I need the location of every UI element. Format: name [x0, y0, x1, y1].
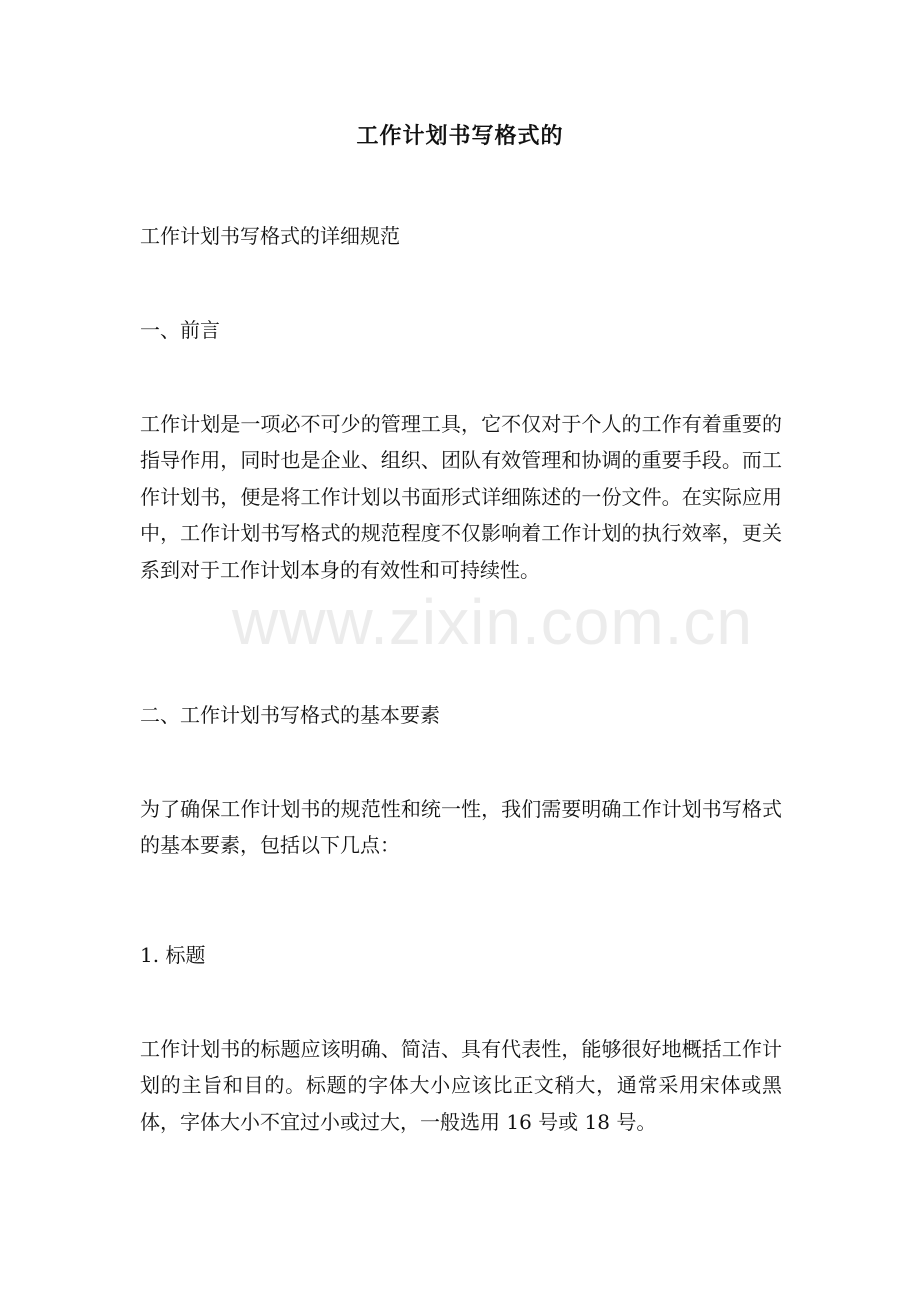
document-subtitle: 工作计划书写格式的详细规范 — [140, 224, 400, 248]
section-heading-preface: 一、前言 — [140, 318, 220, 342]
section-heading-basic-elements: 二、工作计划书写格式的基本要素 — [140, 703, 440, 727]
paragraph-title-rules: 工作计划书的标题应该明确、简洁、具有代表性，能够很好地概括工作计划的主旨和目的。标题的字体大小应该比正文稍大，通常采用宋体或黑体，字体大小不宜过小或过大，一般选用 16 号或 18 号。 — [140, 1037, 782, 1134]
paragraph-preface: 工作计划是一项必不可少的管理工具，它不仅对于个人的工作有着重要的指导作用，同时也是企业、组织、团队有效管理和协调的重要手段。而工作计划书，便是将工作计划以书面形式详细陈述的一份文件。在实际应用中，工作计划书写格式的规范程度不仅影响着工作计划的执行效率，更关系到对于工作计划本身的有效性和可持续性。 — [140, 412, 782, 582]
watermark: www.zixin.com.cn — [232, 586, 753, 658]
paragraph-basic-elements: 为了确保工作计划书的规范性和统一性，我们需要明确工作计划书写格式的基本要素，包括以下几点： — [140, 797, 782, 858]
document-title: 工作计划书写格式的 — [356, 123, 564, 149]
item-heading-title: 1. 标题 — [140, 943, 206, 967]
